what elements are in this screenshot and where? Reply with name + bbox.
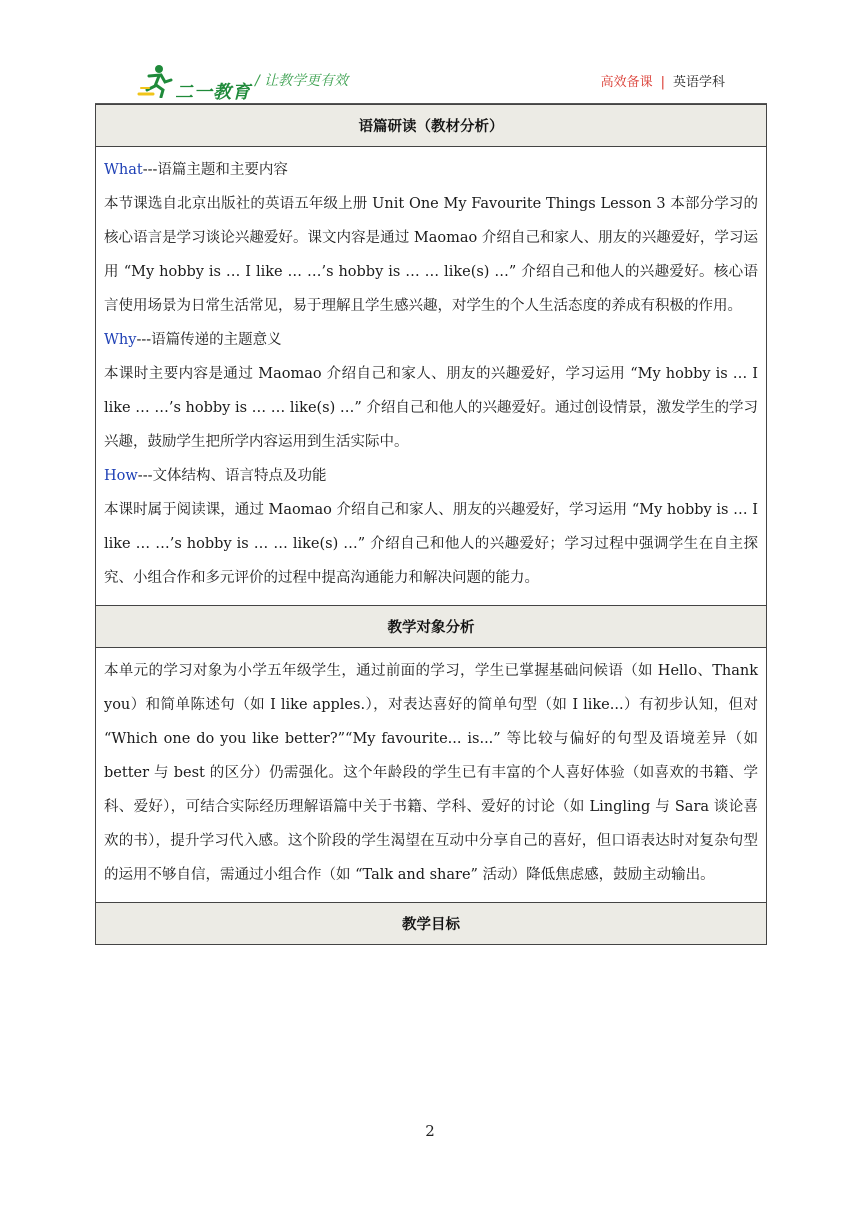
section-header-teaching-objectives <box>96 902 766 945</box>
brand-name: 二一教育 <box>175 82 251 103</box>
page-header <box>95 58 767 104</box>
section-title: 语篇研读（教材分析） <box>358 119 504 135</box>
what-heading-text: ---语篇主题和主要内容 <box>142 162 288 178</box>
header-tag-subject: 英语学科 <box>672 75 725 90</box>
how-heading <box>104 459 758 493</box>
student-analysis-body: 本单元的学习对象为小学五年级学生，通过前面的学习，学生已掌握基础问候语（如 Hello、Thank you）和简单陈述句（如 I like apples.），对表达喜好的简单句型（如 I like...）有初步认知，但对 “Which one do you like better?”“My favourite... is...” 等比较与偏好的句型及语境差异（如 better 与 best 的区分）仍需强化。这个年龄段的学生已有丰富的个人喜好体验（如喜欢的书籍、学科、爱好），可结合实际经历理解语篇中关于书籍、学科、爱好的讨论（如 Lingling 与 Sara 谈论喜欢的书），提升学习代入感。这个阶段的学生渴望在互动中分享自己的喜好，但口语表达时对复杂句型的运用不够自信，需通过小组合作（如 “Talk and share” 活动）降低焦虑感，鼓励主动输出。 <box>104 663 758 883</box>
section-title: 教学目标 <box>402 917 460 933</box>
section-header-student-analysis <box>96 605 766 648</box>
header-subject <box>601 71 725 90</box>
section-title: 教学对象分析 <box>387 620 475 636</box>
section-header-text-analysis <box>96 104 766 147</box>
what-body: 本节课选自北京出版社的英语五年级上册 Unit One My Favourite Things Lesson 3 本部分学习的核心语言是学习谈论兴趣爱好。课文内容是通过 Maomao 介绍自己和家人、朋友的兴趣爱好，学习运用 “My hobby is … I like … …’s hobby is … … like(s) …” 介绍自己和他人的兴趣爱好。核心语言使用场景为日常生活常见，易于理解且学生感兴趣，对学生的个人生活态度的养成有积极的作用。 <box>104 196 758 314</box>
logo <box>137 64 257 103</box>
why-body: 本课时主要内容是通过 Maomao 介绍自己和家人、朋友的兴趣爱好，学习运用 “My hobby is … I like … …’s hobby is … … like(s) …” 介绍自己和他人的兴趣爱好。通过创设情景，激发学生的学习兴趣，鼓励学生把所学内容运用到生活实际中。 <box>104 366 758 450</box>
how-heading-text: ---文体结构、语言特点及功能 <box>137 468 327 484</box>
header-separator: | <box>660 75 665 90</box>
page-number: 2 <box>425 1122 435 1140</box>
runner-logo-icon <box>137 64 177 98</box>
what-label: What <box>104 162 143 178</box>
why-heading <box>104 323 758 357</box>
why-label: Why <box>104 332 137 348</box>
slogan: / 让教学更有效 <box>255 73 349 89</box>
section-body-student-analysis <box>96 648 766 902</box>
how-body: 本课时属于阅读课，通过 Maomao 介绍自己和家人、朋友的兴趣爱好，学习运用 “My hobby is … I like … …’s hobby is … … like(s) …” 介绍自己和他人的兴趣爱好；学习过程中强调学生在自主探究、小组合作和多元评价的过程中提高沟通能力和解决问题的能力。 <box>104 502 758 586</box>
why-heading-text: ---语篇传递的主题意义 <box>136 332 282 348</box>
what-heading <box>104 153 758 187</box>
section-body-text-analysis <box>96 147 766 605</box>
how-label: How <box>104 468 138 484</box>
header-tag-prep: 高效备课 <box>600 75 653 90</box>
lesson-table <box>95 104 767 945</box>
